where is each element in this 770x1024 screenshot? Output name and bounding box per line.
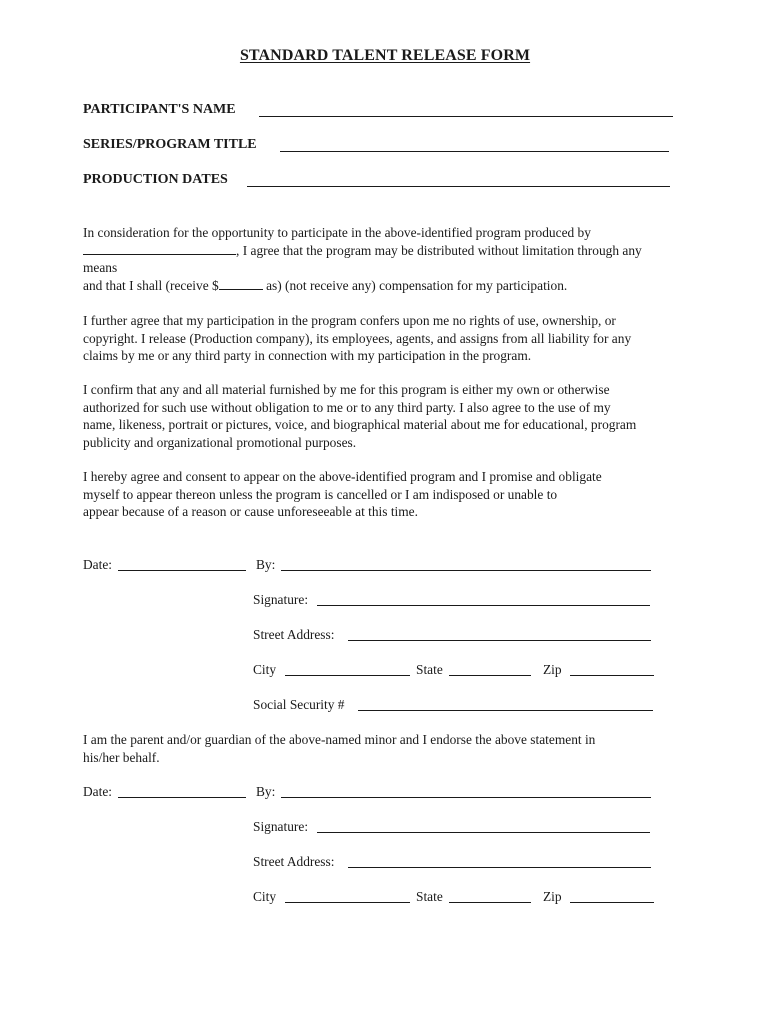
para-line: , I agree that the program may be distributed without limitation through any	[236, 242, 642, 258]
para-line: his/her behalf.	[83, 749, 160, 765]
city-field[interactable]	[285, 675, 410, 676]
street-address-field[interactable]	[348, 640, 651, 641]
guardian-signature-field[interactable]	[317, 832, 650, 833]
para-line: means	[83, 260, 118, 276]
guardian-street-address-label: Street Address:	[253, 854, 335, 869]
producer-name-field[interactable]	[83, 242, 236, 255]
guardian-city-field[interactable]	[285, 902, 410, 903]
para-line: publicity and organizational promotional purposes.	[83, 434, 357, 450]
state-field[interactable]	[449, 675, 531, 676]
state-label: State	[416, 662, 443, 677]
participant-name-label: PARTICIPANT'S NAME	[83, 102, 236, 117]
street-address-label: Street Address:	[253, 627, 335, 642]
para-line: copyright. I release (Production company), its employees, agents, and assigns from all liability for any	[83, 330, 632, 346]
guardian-city-label: City	[253, 889, 277, 904]
zip-field[interactable]	[570, 675, 654, 676]
para-line: as) (not receive any) compensation for my participation.	[262, 277, 568, 293]
production-dates-field[interactable]	[247, 186, 670, 187]
guardian-signature-label: Signature:	[253, 819, 309, 834]
production-dates-label: PRODUCTION DATES	[83, 172, 228, 187]
zip-label: Zip	[543, 662, 562, 677]
para-line: and that I shall (receive $	[83, 277, 219, 293]
para-line: I confirm that any and all material furnished by me for this program is either my own or otherwise	[83, 382, 610, 397]
guardian-zip-label: Zip	[543, 889, 562, 904]
guardian-state-label: State	[416, 889, 443, 904]
guardian-by-label: By:	[256, 784, 276, 799]
city-label: City	[253, 662, 277, 677]
guardian-paragraph	[83, 731, 693, 766]
para-line: claims by me or any third party in connection with my participation in the program.	[83, 348, 532, 364]
form-title: STANDARD TALENT RELEASE FORM	[239, 47, 531, 64]
guardian-by-field[interactable]	[281, 797, 651, 798]
guardian-state-field[interactable]	[449, 902, 531, 903]
para-line: I hereby agree and consent to appear on the above-identified program and I promise and obligate	[83, 469, 602, 484]
date-label: Date:	[83, 557, 112, 572]
para-line: myself to appear thereon unless the program is cancelled or I am indisposed or unable to	[83, 486, 558, 502]
para-line: I am the parent and/or guardian of the above-named minor and I endorse the above statement in	[83, 732, 596, 747]
signature-label: Signature:	[253, 592, 309, 607]
para-line: authorized for such use without obligation to me or to any third party. I also agree to the use of my	[83, 399, 611, 415]
signature-field[interactable]	[317, 605, 650, 606]
ssn-field[interactable]	[358, 710, 653, 711]
materials-paragraph	[83, 381, 693, 451]
consent-paragraph	[83, 468, 693, 521]
participant-name-field[interactable]	[259, 116, 673, 117]
para-line: appear because of a reason or cause unforeseeable at this time.	[83, 504, 418, 520]
by-field[interactable]	[281, 570, 651, 571]
para-line: name, likeness, portrait or pictures, voice, and biographical material about me for educational, program	[83, 417, 637, 433]
ssn-label: Social Security #	[253, 697, 345, 712]
guardian-date-field[interactable]	[118, 797, 246, 798]
rights-paragraph	[83, 312, 693, 365]
by-label: By:	[256, 557, 276, 572]
consideration-paragraph	[83, 224, 693, 294]
guardian-street-address-field[interactable]	[348, 867, 651, 868]
series-title-label: SERIES/PROGRAM TITLE	[83, 137, 257, 152]
guardian-zip-field[interactable]	[570, 902, 654, 903]
guardian-date-label: Date:	[83, 784, 112, 799]
para-line: I further agree that my participation in the program confers upon me no rights of use, ownership, or	[83, 313, 616, 328]
date-field[interactable]	[118, 570, 246, 571]
series-title-field[interactable]	[280, 151, 669, 152]
para-line: In consideration for the opportunity to participate in the above-identified program produced by	[83, 225, 591, 240]
compensation-amount-field[interactable]	[219, 277, 263, 290]
